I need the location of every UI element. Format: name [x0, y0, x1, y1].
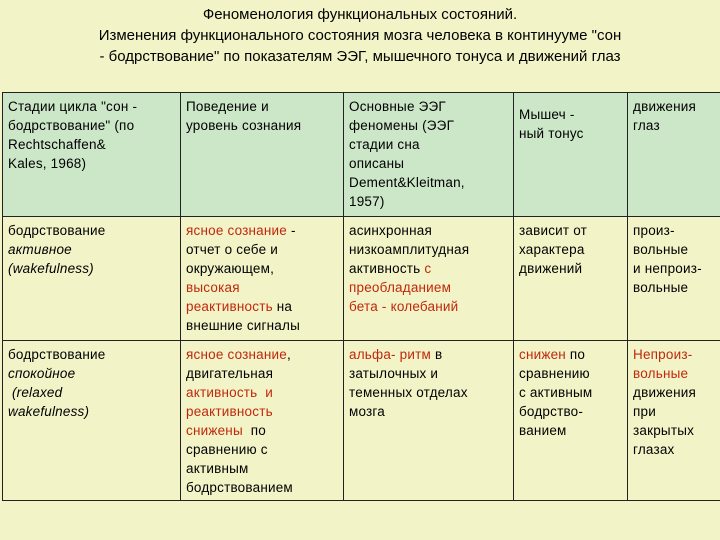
cell-eeg-active: асинхронная низкоамплитудная активность с преобладанием бета - колебаний	[344, 217, 514, 341]
table-row	[3, 217, 720, 341]
cell-behavior-active: ясное сознание - отчет о себе и окружающем, высокая реактивность на внешние сигналы	[181, 217, 344, 341]
header-stages: Стадии цикла "сон - бодрствование" (по Rechtschaffen& Kales, 1968)	[3, 93, 181, 217]
title-line-3: - бодрствование" по показателям ЭЭГ, мышечного тонуса и движений глаз	[99, 48, 621, 65]
header-muscle-tone: Мышеч - ный тонус	[514, 93, 628, 217]
cell-eyes-active: произ- вольные и непроиз- вольные	[628, 217, 720, 341]
header-eeg: Основные ЭЭГ феномены (ЭЭГ стадии сна описаны Dement&Kleitman, 1957)	[344, 93, 514, 217]
cell-muscle-relaxed: снижен по сравнению с активным бодрство- ванием	[514, 341, 628, 501]
cell-eeg-relaxed: альфа- ритм в затылочных и теменных отделах мозга	[344, 341, 514, 501]
cell-stage-active: бодрствование активное (wakefulness)	[3, 217, 181, 341]
cell-stage-relaxed: бодрствование спокойное (relaxed wakefulness)	[3, 341, 181, 501]
header-behavior: Поведение и уровень сознания	[181, 93, 344, 217]
title-line-2: Изменения функционального состояния мозга человека в континууме "сон	[98, 27, 622, 44]
title-line-1: Феноменология функциональных состояний.	[202, 6, 518, 23]
table-header-row	[3, 93, 720, 217]
slide-title	[0, 0, 720, 84]
table-row	[3, 341, 720, 501]
header-eye-movements: движения глаз	[628, 93, 720, 217]
cell-eyes-relaxed: Непроиз- вольные движения при закрытых глазах	[628, 341, 720, 501]
cell-muscle-active: зависит от характера движений	[514, 217, 628, 341]
stages-table	[2, 92, 720, 501]
cell-behavior-relaxed: ясное сознание, двигательная активность и реактивность снижены по сравнению с активным бодрствованием	[181, 341, 344, 501]
